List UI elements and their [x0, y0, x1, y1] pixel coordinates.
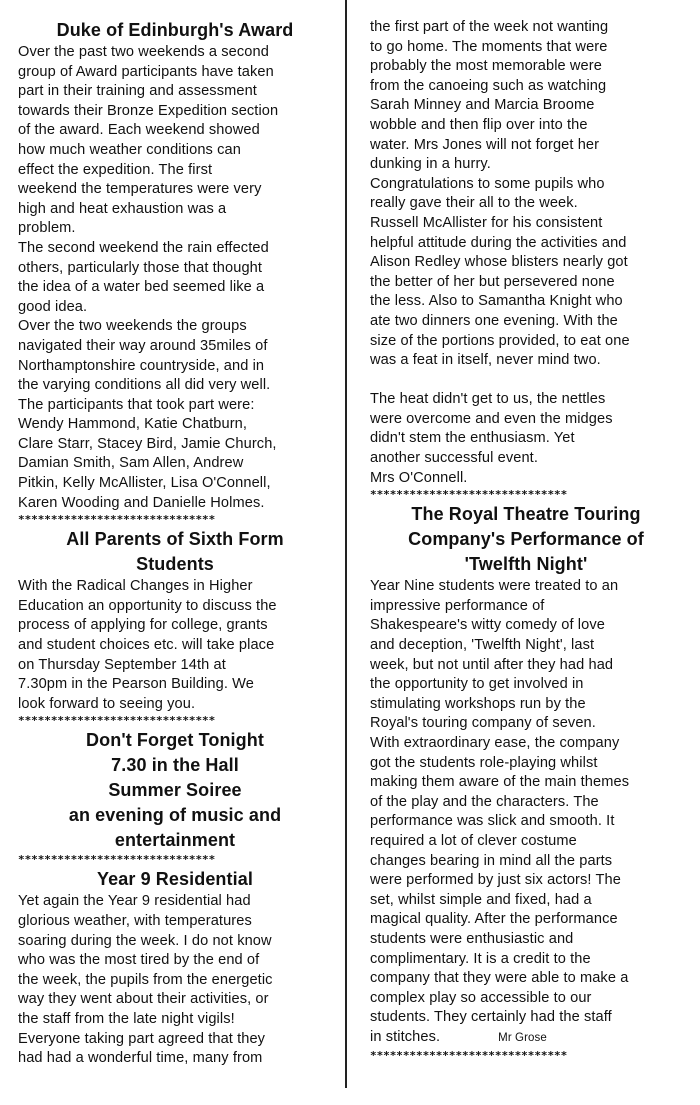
separator-stars: ****************************** [18, 853, 216, 867]
residential-article [18, 867, 332, 1068]
soiree-line: entertainment [114, 830, 236, 851]
soiree-line: an evening of music and [68, 805, 282, 826]
residential-continued: the first part of the week not wanting to go home. The moments that were probably the most memorable were from the canoeing such as watching Sarah Minney and Marcia Broome wobble and then flip over into the water. Mrs Jones will not forget her dunking in a hurry. Congratulations to some pupils who really gave their all to the week. Russell McAllister for his consistent helpful attitude during the activities and Alison Redley whose blisters nearly got the better of her but persevered none the less. Also to Samantha Knight who ate two dinners one evening. With the size of the portions provided, to eat one was a feat in itself, never mind two. The heat didn't get to us, the nettles were overcome and even the midges didn't stem the enthusiasm. Yet another successful event. Mrs O'Connell. [370, 18, 682, 488]
summer-soiree-notice [18, 728, 332, 853]
right-column [370, 18, 682, 1063]
award-heading: Duke of Edinburgh's Award [56, 20, 294, 40]
soiree-line: Summer Soiree [108, 780, 242, 801]
residential-signature: Mrs O'Connell. [370, 469, 468, 486]
sixth-form-heading-line1: All Parents of Sixth Form [66, 529, 284, 550]
soiree-line: Don't Forget Tonight [86, 730, 264, 751]
paragraph-gap [370, 371, 682, 391]
theatre-closing-line: in stitches. Mr Grose [370, 1028, 547, 1045]
separator-stars: ****************************** [18, 513, 216, 527]
sixth-form-article [18, 527, 332, 714]
left-column [18, 18, 332, 1069]
column-divider [345, 0, 347, 1088]
theatre-heading-line: The Royal Theatre Touring [411, 504, 641, 525]
theatre-heading-line: 'Twelfth Night' [464, 554, 588, 575]
award-body: Over the past two weekends a second group of Award participants have taken part in their training and assessment towards their Bronze Expedition section of the award. Each weekend showed how much weather conditions can effect the expedition. The first weekend the temperatures were very high and heat exhaustion was a problem. The second weekend the rain effected others, particularly those that thought the idea of a water bed seemed like a good idea. Over the two weekends the groups navigated their way around 35miles of Northamptonshire countryside, and in the varying conditions all did very well. The participants that took part were: Wendy Hammond, Katie Chatburn, Clare Starr, Stacey Bird, Jamie Church, Damian Smith, Sam Allen, Andrew Pitkin, Kelly McAllister, Lisa O'Connell, Karen Wooding and Danielle Holmes. [18, 44, 279, 511]
soiree-line: 7.30 in the Hall [111, 755, 239, 776]
residential-heading: Year 9 Residential [97, 869, 253, 890]
separator-stars: ****************************** [18, 714, 216, 728]
residential-body: Yet again the Year 9 residential had glorious weather, with temperatures soaring during the week. I do not know who was the most tired by the end of the week, the pupils from the energetic way they went about their activities, or the staff from the late night vigils! Everyone taking part agreed that they had had a wonderful time, many from [18, 893, 273, 1067]
sixth-form-body: With the Radical Changes in Higher Education an opportunity to discuss the process of applying for college, grants and student choices etc. will take place on Thursday September 14th at 7.30pm in the Pearson Building. We look forward to seeing you. [18, 578, 277, 712]
theatre-signature: Mr Grose [498, 1031, 547, 1044]
theatre-article [370, 502, 682, 1048]
theatre-heading-line: Company's Performance of [408, 529, 644, 550]
theatre-body: Year Nine students were treated to an impressive performance of Shakespeare's witty comedy of love and deception, 'Twelfth Night', last week, but not until after they had had the opportunity to get involved in stimulating workshops run by the Royal's touring company of seven. With extraordinary ease, the company got the students role-playing whilst making them aware of the main themes of the play and the characters. The performance was slick and smooth. It required a lot of clever costume changes bearing in mind all the parts were performed by just six actors! The set, whilst simple and fixed, had a magical quality. After the performance students were enthusiastic and complimentary. It is a credit to the company that they were able to make a complex play so accessible to our students. They certainly had the staff in stitches. Mr Grose [370, 577, 682, 1048]
separator-stars: ****************************** [370, 488, 568, 502]
sixth-form-heading-line2: Students [136, 554, 214, 575]
award-article [18, 18, 332, 513]
separator-stars: ****************************** [370, 1048, 568, 1062]
